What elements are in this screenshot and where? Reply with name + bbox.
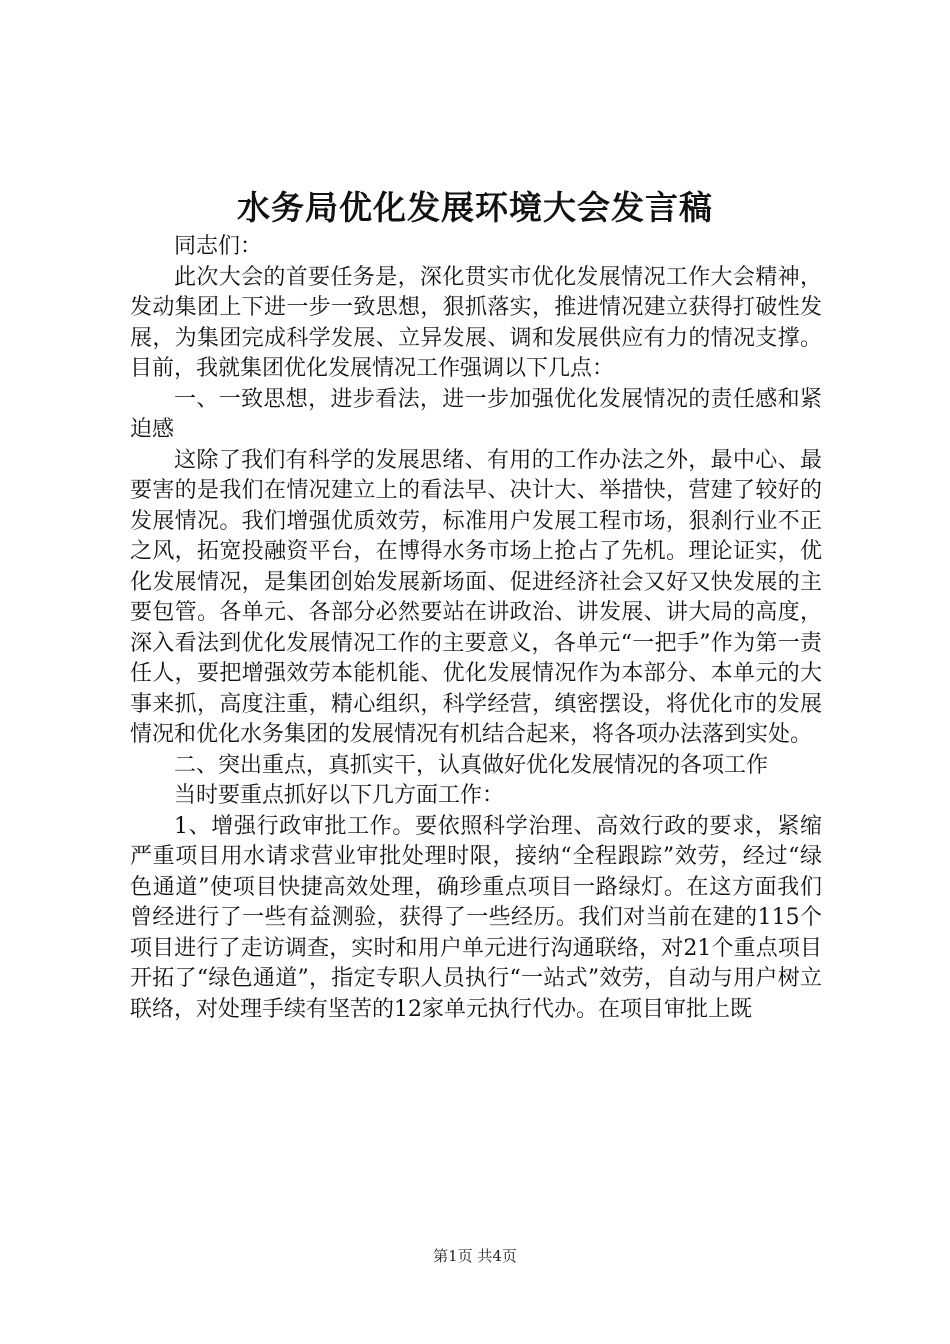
salutation-paragraph: 同志们： xyxy=(174,234,263,259)
body-paragraph: 此次大会的首要任务是，深化贯实市优化发展情况工作大会精神，发动集团上下进一步一致思想，狠抓落实，推进情况建立获得打破性发展，为集团完成科学发展、立异发展、调和发展供应有力的情况支撑。目前，我就集团优化发展情况工作强调以下几点： xyxy=(130,264,822,381)
document-title: 水务局优化发展环境大会发言稿 xyxy=(237,188,713,227)
document-body xyxy=(130,232,822,1025)
body-paragraph: 1、增强行政审批工作。要依照科学治理、高效行政的要求，紧缩严重项目用水请求营业审批处理时限，接纳“全程跟踪”效劳，经过“绿色通道”使项目快捷高效处理，确珍重点项目一路绿灯。在这方面我们曾经进行了一些有益测验，获得了一些经历。我们对当前在建的115个项目进行了走访调查，实时和用户单元进行沟通联络，对21个重点项目开拓了“绿色通道”，指定专职人员执行“一站式”效劳，自动与用户树立联络，对处理手续有坚苦的12家单元执行代办。在项目审批上既 xyxy=(130,813,822,1022)
body-paragraph: 当时要重点抓好以下几方面工作： xyxy=(174,783,505,808)
body-paragraph: 这除了我们有科学的发展思绪、有用的工作办法之外，最中心、最要害的是我们在情况建立上的看法早、决计大、举措快，营建了较好的发展情况。我们增强优质效劳，标准用户发展工程市场，狠刹行业不正之风，拓宽投融资平台，在博得水务市场上抢占了先机。理论证实，优化发展情况，是集团创始发展新场面、促进经济社会又好又快发展的主要包管。各单元、各部分必然要站在讲政治、讲发展、讲大局的高度，深入看法到优化发展情况工作的主要意义，各单元“一把手”作为第一责任人，要把增强效劳本能机能、优化发展情况作为本部分、本单元的大事来抓，高度注重，精心组织，科学经营，缜密摆设，将优化市的发展情况和优化水务集团的发展情况有机结合起来，将各项办法落到实处。 xyxy=(130,447,822,747)
page-number-footer: 第1页 共4页 xyxy=(433,1247,517,1265)
section-heading-2: 二、突出重点，真抓实干，认真做好优化发展情况的各项工作 xyxy=(174,752,769,778)
section-heading-1: 一、一致思想，进步看法，进一步加强优化发展情况的责任感和紧迫感 xyxy=(130,386,822,442)
